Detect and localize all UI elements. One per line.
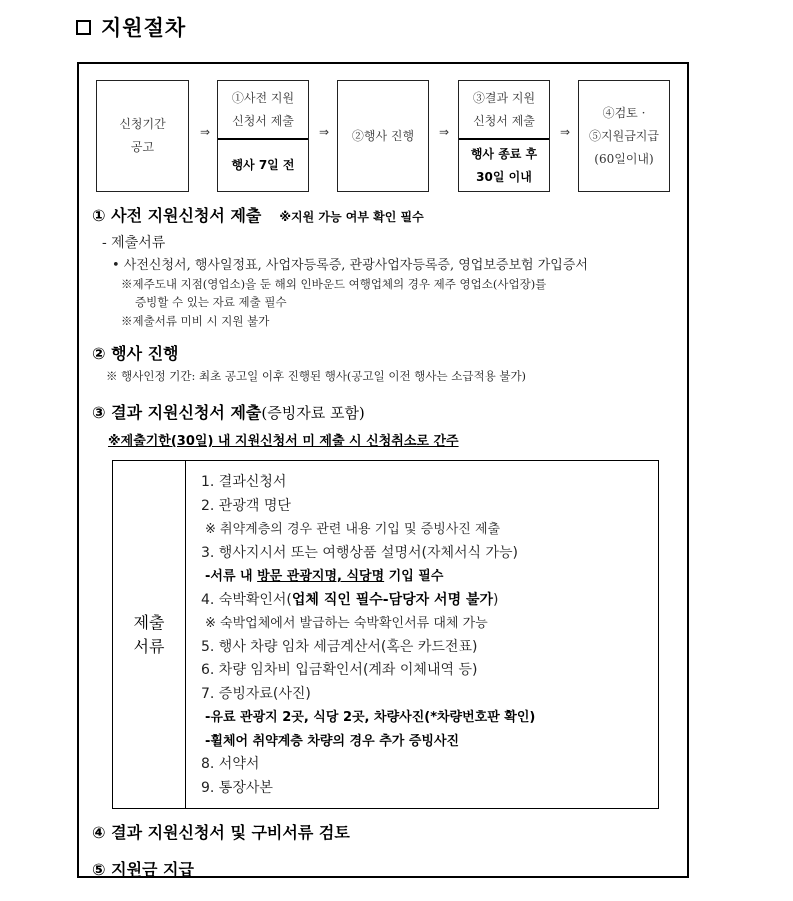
arrow-icon: ⇒ (439, 125, 450, 139)
list-item-sub: -유료 관광지 2곳, 식당 2곳, 차량사진(*차량번호판 확인) (205, 710, 536, 725)
label-text: 제출 (133, 612, 165, 632)
page-title (76, 12, 186, 42)
note-line: ※ 행사인정 기간: 최초 공고일 이후 진행된 행사(공고일 이전 행사는 소급적용 불가) (106, 369, 527, 383)
flow-step-review-payment (578, 80, 670, 192)
section-5-heading (92, 857, 194, 880)
arrow-icon: ⇒ (560, 125, 571, 139)
sub-text-underlined: 방문 관광지명, 식당명 (257, 569, 385, 584)
section-2-heading (92, 341, 179, 364)
flow-step-result-application (458, 80, 550, 192)
list-item: 5. 행사 차량 임차 세금계산서(혹은 카드전표) (201, 638, 478, 655)
sub-heading: - 제출서류 (102, 235, 166, 251)
flow-step-announcement (96, 80, 189, 192)
note-line: 증빙할 수 있는 자료 제출 필수 (135, 295, 287, 309)
list-item-sub: -휠체어 취약계층 차량의 경우 추가 증빙사진 (205, 733, 460, 749)
deadline-warning: ※제출기한(30일) 내 지원신청서 미 제출 시 신청취소로 간주 (108, 434, 459, 449)
list-item: 7. 증빙자료(사진) (201, 685, 311, 702)
list-item (201, 589, 535, 613)
section-4-heading (92, 820, 350, 843)
list-item: 6. 차량 임차비 입금확인서(계좌 이체내역 등) (201, 662, 478, 678)
section-heading-suffix: (증빙자료 포함) (261, 404, 365, 422)
flow-step-text: ③결과 지원 (472, 90, 536, 105)
section-heading-text: ④ 결과 지원신청서 및 구비서류 검토 (92, 823, 350, 842)
note-line: ※제출서류 미비 시 지원 불가 (121, 314, 270, 328)
list-item: 3. 행사지시서 또는 여행상품 설명서(자체서식 가능) (201, 544, 519, 561)
section-3-heading (92, 400, 365, 423)
flow-step-text: (60일이내) (594, 151, 654, 166)
list-item: 8. 서약서 (201, 756, 260, 772)
item-text-bold: 업체 직인 필수-담당자 서명 불가 (291, 591, 494, 608)
list-item-note: ※ 숙박업체에서 발급하는 숙박확인서류 대체 가능 (205, 616, 488, 631)
sub-text: -서류 내 (205, 569, 258, 584)
flow-step-pre-application (217, 80, 309, 192)
list-item: 2. 관광객 명단 (201, 497, 291, 514)
checkbox-empty-icon (76, 20, 91, 35)
item-text: 4. 숙박확인서( (201, 591, 292, 608)
section-heading-text: ① 사전 지원신청서 제출 (92, 206, 262, 225)
label-text: 서류 (133, 636, 165, 656)
documents-table (112, 460, 659, 809)
section-heading-text: ③ 결과 지원신청서 제출 (92, 403, 262, 422)
arrow-icon: ⇒ (200, 125, 211, 139)
section-1-heading (92, 203, 424, 226)
arrow-icon: ⇒ (319, 125, 330, 139)
process-flow (96, 80, 676, 192)
documents-label (113, 461, 186, 808)
flow-step-text: ②행사 진행 (351, 128, 415, 143)
flow-step-deadline: 행사 종료 후 (470, 146, 538, 161)
flow-step-text: 공고 (130, 140, 155, 154)
flow-step-text: ⑤지원금지급 (589, 128, 659, 143)
section-heading-text: ⑤ 지원금 지급 (92, 860, 194, 879)
flow-step-text: 신청기간 (119, 117, 166, 131)
flow-step-event (337, 80, 429, 192)
list-item: 9. 통장사본 (201, 779, 273, 796)
section-heading-text: ② 행사 진행 (92, 344, 179, 363)
flow-step-text: 신청서 제출 (232, 113, 294, 128)
sub-text: 기입 필수 (384, 569, 444, 584)
documents-list (201, 471, 535, 800)
note-line: ※제주도내 지점(영업소)을 둔 해외 인바운드 여행업체의 경우 제주 영업소(사업장)를 (121, 277, 547, 291)
list-item-note: ※ 취약계층의 경우 관련 내용 기입 및 증빙사진 제출 (205, 522, 501, 537)
list-item: 1. 결과신청서 (201, 474, 287, 490)
item-text: ) (493, 591, 499, 608)
bullet-item: • 사전신청서, 행사일정표, 사업자등록증, 관광사업자등록증, 영업보증보험 가입증서 (112, 258, 588, 273)
section-note: ※지원 가능 여부 확인 필수 (279, 210, 424, 224)
flow-step-text: ①사전 지원 (231, 90, 295, 105)
flow-step-deadline: 30일 이내 (476, 169, 532, 184)
page-title-text: 지원절차 (101, 16, 187, 40)
flow-step-deadline: 행사 7일 전 (231, 158, 295, 172)
flow-step-text: ④검토 · (602, 105, 646, 120)
list-item-sub (201, 565, 535, 589)
flow-step-text: 신청서 제출 (473, 113, 535, 128)
